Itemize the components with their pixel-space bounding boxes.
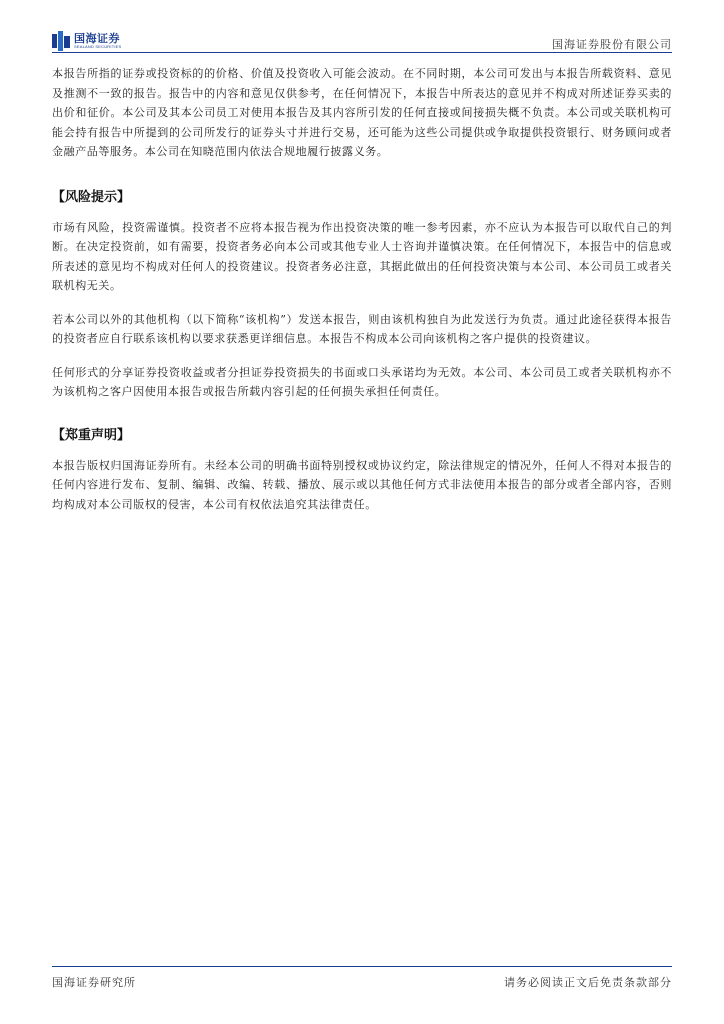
company-logo (52, 30, 121, 52)
risk-paragraph-1: 市场有风险，投资需谨慎。投资者不应将本报告视为作出投资决策的唯一参考因素，亦不应认为本报告可以取代自己的判断。在决定投资前，如有需要，投资者务必向本公司或其他专业人士咨询并谨慎决策。在任何情况下，本报告中的信息或所表述的意见均不构成对任何人的投资建议。投资者务必注意，其据此做出的任何投资决策与本公司、本公司员工或者关联机构无关。 (52, 220, 672, 292)
risk-paragraph-3: 任何形式的分享证券投资收益或者分担证券投资损失的书面或口头承诺均为无效。本公司、本公司员工或者关联机构亦不为该机构之客户因使用本报告或报告所载内容引起的任何损失承担任何责任。 (52, 365, 672, 398)
disclaimer-content (52, 64, 672, 514)
page-header (52, 28, 672, 54)
footer-disclaimer-note: 请务必阅读正文后免责条款部分 (504, 976, 672, 989)
statement-paragraph: 本报告版权归国海证券所有。未经本公司的明确书面特别授权或协议约定，除法律规定的情况外，任何人不得对本报告的任何内容进行发布、复制、编辑、改编、转载、播放、展示或以其他任何方式非法使用本报告的部分或者全部内容，否则均构成对本公司版权的侵害，本公司有权依法追究其法律责任。 (52, 458, 672, 511)
header-divider (52, 52, 672, 53)
sealand-logo-icon (52, 31, 70, 51)
solemn-statement-heading: 【郑重声明】 (52, 427, 131, 443)
logo-english-text: SEALAND SECURITIES (74, 44, 122, 49)
risk-warning-heading: 【风险提示】 (52, 189, 131, 205)
header-company-name: 国海证券股份有限公司 (552, 38, 672, 51)
risk-paragraph-2: 若本公司以外的其他机构（以下简称“该机构”）发送本报告，则由该机构独自为此发送行为负责。通过此途径获得本报告的投资者应自行联系该机构以要求获悉更详细信息。本报告不构成本公司向该机构之客户提供的投资建议。 (52, 312, 672, 345)
intro-paragraph: 本报告所指的证券或投资标的的价格、价值及投资收入可能会波动。在不同时期，本公司可发出与本报告所载资料、意见及推测不一致的报告。报告中的内容和意见仅供参考，在任何情况下，本报告中所表达的意见并不构成对所述证券买卖的出价和征价。本公司及其本公司员工对使用本报告及其内容所引发的任何直接或间接损失概不负责。本公司或关联机构可能会持有报告中所提到的公司所发行的证券头寸并进行交易，还可能为这些公司提供或争取提供投资银行、财务顾问或者金融产品等服务。本公司在知晓范围内依法合规地履行披露义务。 (52, 67, 672, 158)
logo-chinese-text: 国海证券 (74, 32, 120, 45)
footer-divider (52, 966, 672, 967)
footer-institute-name: 国海证券研究所 (52, 976, 136, 989)
